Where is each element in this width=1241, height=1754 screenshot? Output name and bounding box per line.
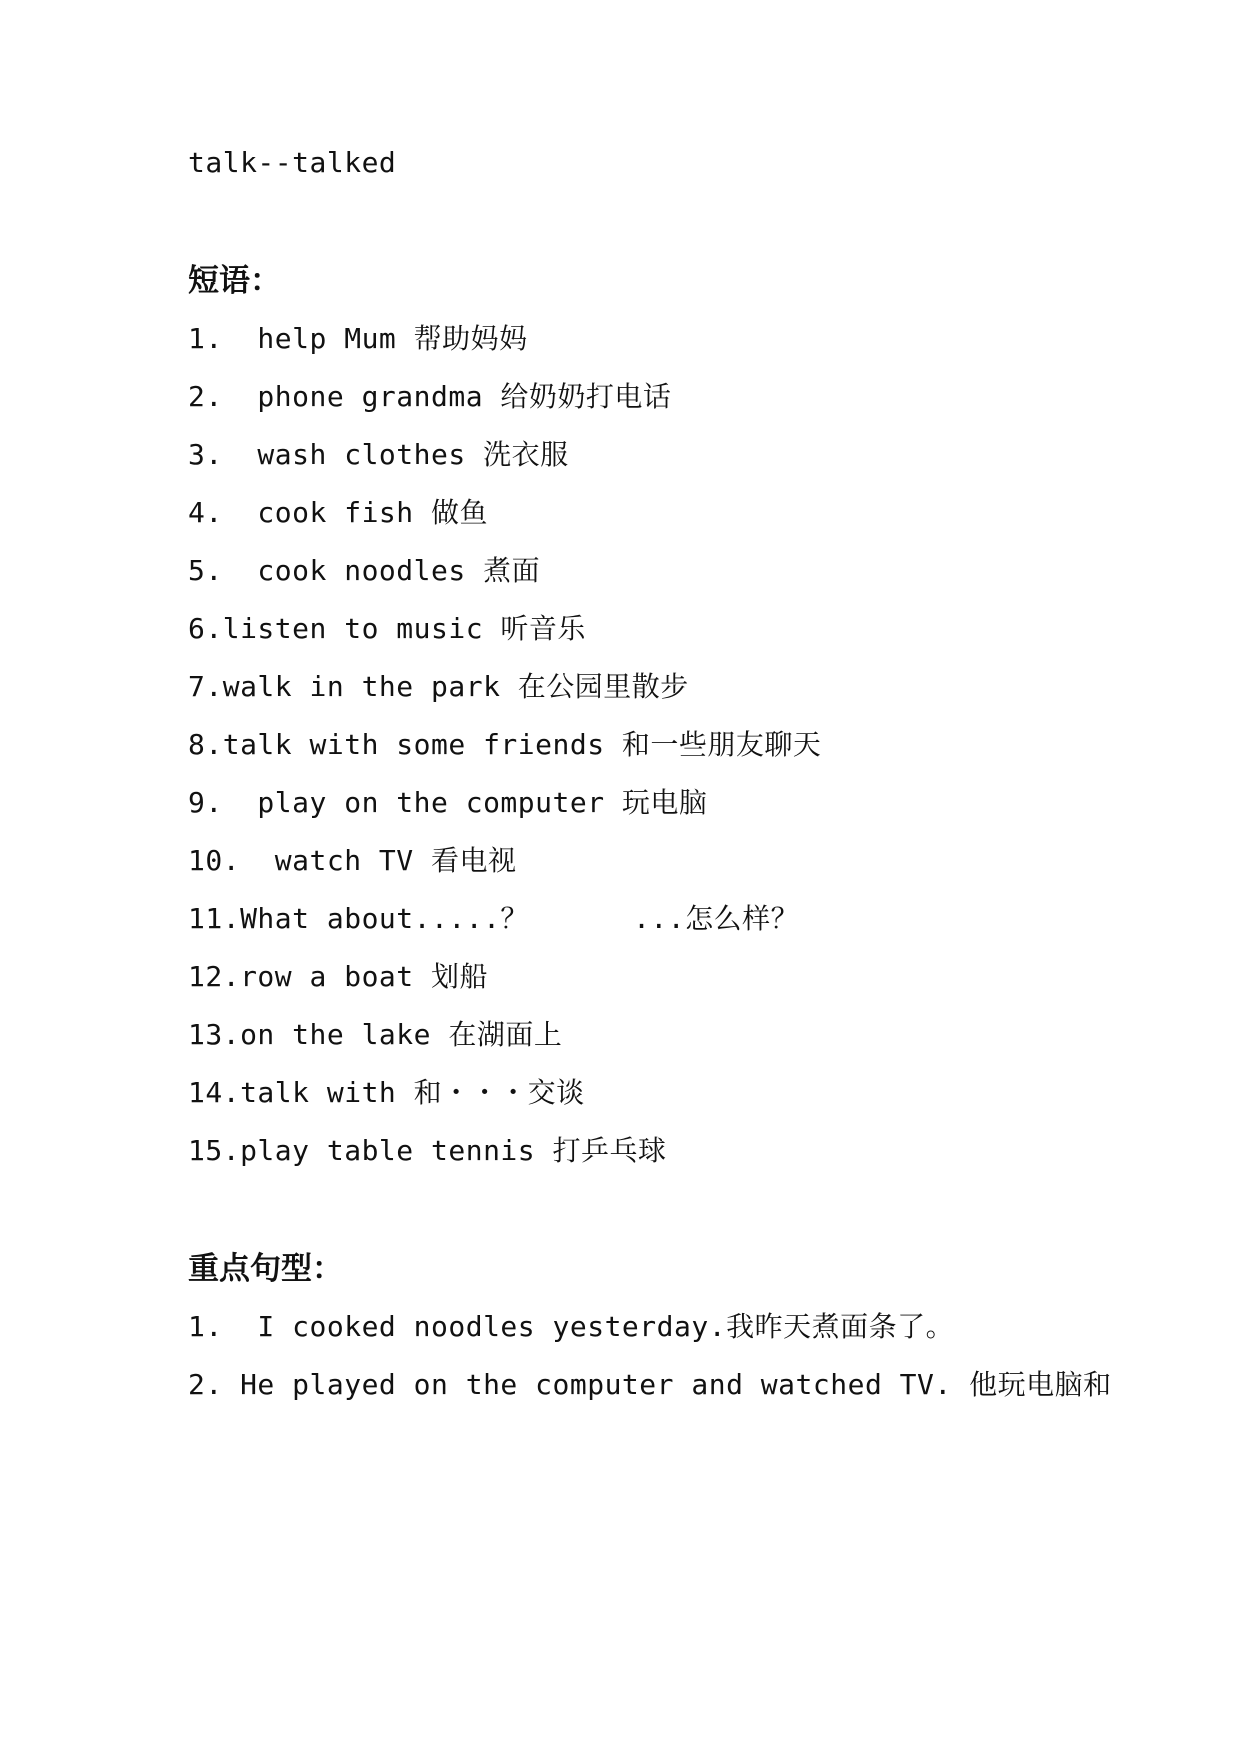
list-item: 13.on the lake 在湖面上 — [188, 1018, 563, 1051]
list-item: 1. I cooked noodles yesterday.我昨天煮面条了。 — [188, 1310, 955, 1343]
list-item: 2. phone grandma 给奶奶打电话 — [188, 380, 672, 413]
list-item: 3. wash clothes 洗衣服 — [188, 438, 569, 471]
list-item: 9. play on the computer 玩电脑 — [188, 786, 708, 819]
list-item: 4. cook fish 做鱼 — [188, 496, 489, 529]
list-item: 5. cook noodles 煮面 — [188, 554, 541, 587]
list-item: 12.row a boat 划船 — [188, 960, 489, 993]
word-form-line: talk--talked — [188, 146, 397, 179]
phrases-heading: 短语： — [188, 263, 281, 299]
list-item: 10. watch TV 看电视 — [188, 844, 517, 877]
list-item: 7.walk in the park 在公园里散步 — [188, 670, 689, 703]
list-item: 14.talk with 和・・・交谈 — [188, 1076, 585, 1109]
key-sentences-heading: 重点句型： — [188, 1251, 343, 1287]
list-item: 11.What about.....？ ...怎么样？ — [188, 902, 800, 935]
list-item: 1. help Mum 帮助妈妈 — [188, 322, 528, 355]
list-item: 2. He played on the computer and watched TV. 他玩电脑和 — [188, 1368, 1112, 1401]
list-item: 8.talk with some friends 和一些朋友聊天 — [188, 728, 822, 761]
list-item: 15.play table tennis 打乒乓球 — [188, 1134, 667, 1167]
list-item: 6.listen to music 听音乐 — [188, 612, 586, 645]
